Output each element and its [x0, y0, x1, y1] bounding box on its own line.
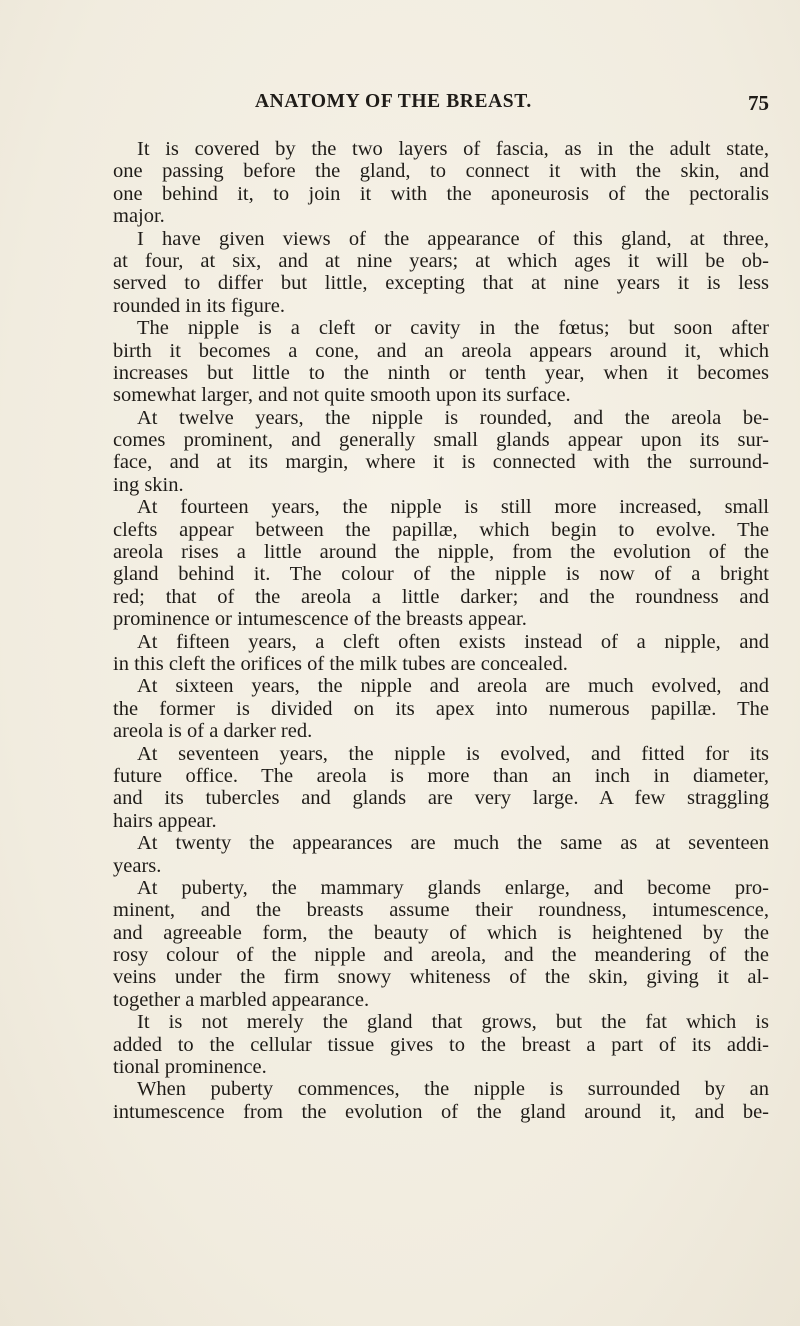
text-line: served to differ but little, excepting that at nine years it is less	[113, 272, 769, 295]
text-line: prominence or intumescence of the breasts appear.	[113, 608, 527, 631]
text-line: intumescence from the evolution of the gland around it, and be-	[113, 1100, 769, 1123]
text-line: areola is of a darker red.	[113, 720, 313, 743]
text-line: somewhat larger, and not quite smooth upon its surface.	[113, 384, 571, 407]
text-line: clefts appear between the papillæ, which begin to evolve. The	[113, 518, 769, 541]
text-line: increases but little to the ninth or tenth year, when it becomes	[113, 361, 769, 384]
text-line: veins under the firm snowy whiteness of the skin, giving it al-	[113, 966, 769, 989]
text-line: At sixteen years, the nipple and areola are much evolved, and	[137, 675, 769, 698]
text-line: The nipple is a cleft or cavity in the fœtus; but soon after	[137, 317, 769, 340]
page-number: 75	[748, 91, 769, 115]
text-line: comes prominent, and generally small glands appear upon its sur-	[113, 429, 769, 452]
text-line: hairs appear.	[113, 809, 217, 832]
text-line: At seventeen years, the nipple is evolved, and fitted for its	[137, 742, 769, 765]
text-line: It is not merely the gland that grows, but the fat which is	[137, 1011, 769, 1034]
text-line: face, and at its margin, where it is connected with the surround-	[113, 451, 769, 474]
text-line: the former is divided on its apex into numerous papillæ. The	[113, 697, 769, 720]
running-head	[113, 91, 769, 121]
text-line: At twenty the appearances are much the same as at seventeen	[137, 832, 769, 855]
text-line: major.	[113, 205, 165, 228]
running-title: ANATOMY OF THE BREAST.	[255, 91, 532, 112]
text-line: areola rises a little around the nipple, from the evolution of the	[113, 541, 769, 564]
text-line: red; that of the areola a little darker; and the roundness and	[113, 585, 769, 608]
text-line: gland behind it. The colour of the nipple is now of a bright	[113, 563, 769, 586]
text-line: minent, and the breasts assume their roundness, intumescence,	[113, 899, 769, 922]
text-line: At fifteen years, a cleft often exists instead of a nipple, and	[137, 630, 769, 653]
text-line: At puberty, the mammary glands enlarge, and become pro-	[137, 876, 769, 899]
text-line: years.	[113, 854, 162, 877]
text-line: together a marbled appearance.	[113, 988, 370, 1011]
text-line: I have given views of the appearance of this gland, at three,	[137, 227, 769, 250]
text-line: It is covered by the two layers of fascia, as in the adult state,	[137, 138, 769, 160]
text-line: rosy colour of the nipple and areola, and the meandering of the	[113, 944, 769, 967]
text-line: added to the cellular tissue gives to the breast a part of its addi-	[113, 1033, 769, 1056]
text-line: at four, at six, and at nine years; at which ages it will be ob-	[113, 249, 769, 272]
text-line: in this cleft the orifices of the milk tubes are concealed.	[113, 652, 568, 675]
text-line: ing skin.	[113, 473, 184, 496]
text-line: one passing before the gland, to connect it with the skin, and	[113, 160, 769, 183]
text-line: and its tubercles and glands are very large. A few straggling	[113, 787, 769, 810]
text-line: At fourteen years, the nipple is still more increased, small	[137, 496, 769, 519]
text-line: When puberty commences, the nipple is surrounded by an	[137, 1078, 769, 1101]
text-line: birth it becomes a cone, and an areola appears around it, which	[113, 339, 769, 362]
text-line: one behind it, to join it with the aponeurosis of the pectoralis	[113, 182, 769, 205]
body-text	[113, 138, 769, 1123]
text-line: tional prominence.	[113, 1056, 267, 1079]
text-line: At twelve years, the nipple is rounded, and the areola be-	[137, 406, 769, 429]
text-line: and agreeable form, the beauty of which is heightened by the	[113, 921, 769, 944]
text-line: future office. The areola is more than an inch in diameter,	[113, 764, 769, 787]
text-line: rounded in its figure.	[113, 294, 285, 317]
